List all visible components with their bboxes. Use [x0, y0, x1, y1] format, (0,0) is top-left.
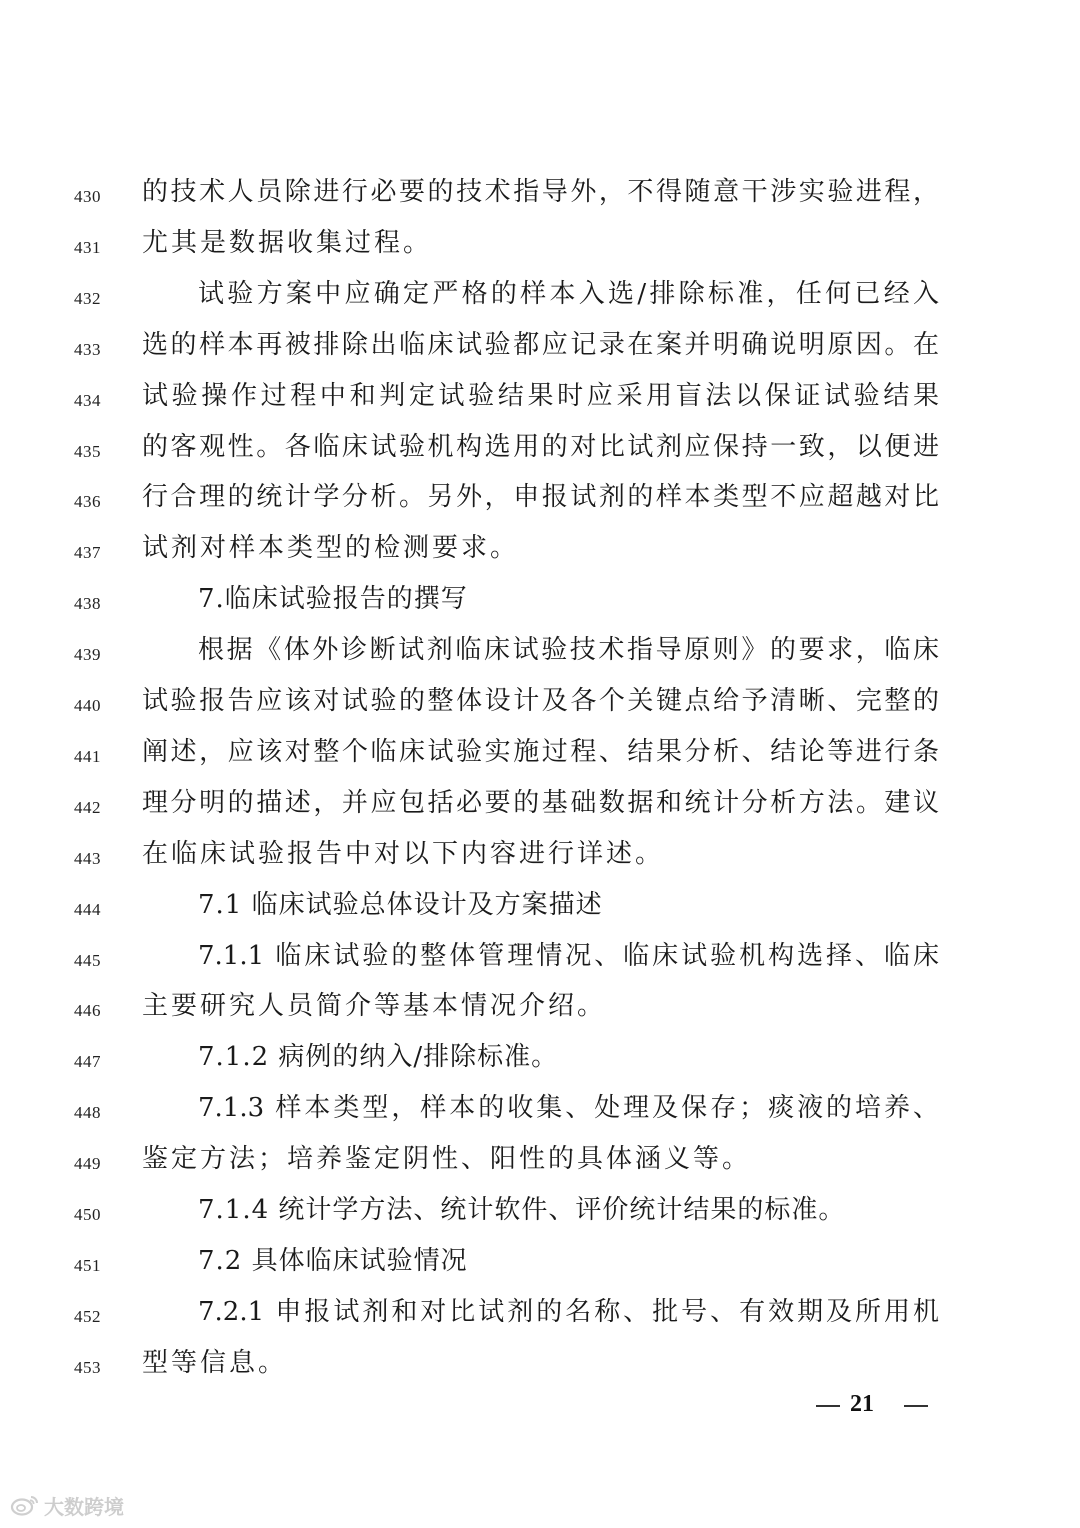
line-number: 442: [74, 797, 101, 817]
line-text: 型等信息。: [142, 1347, 288, 1378]
text-line: [0, 325, 1080, 365]
watermark: [10, 1490, 124, 1520]
text-line: [0, 1343, 1080, 1383]
text-line: [0, 1292, 1080, 1332]
line-number: 451: [74, 1255, 101, 1275]
line-number: 431: [74, 237, 101, 257]
line-number: 430: [74, 187, 101, 206]
line-text: 阐述，应该对整个临床试验实施过程、结果分析、结论等进行条: [142, 736, 939, 767]
line-number: 450: [74, 1205, 101, 1224]
text-line: [0, 274, 1080, 314]
line-text: 试剂对样本类型的检测要求。: [142, 533, 520, 564]
line-text: 鉴定方法；培养鉴定阴性、阳性的具体涵义等。: [142, 1144, 752, 1175]
line-number: 433: [74, 339, 101, 359]
line-number: 436: [74, 492, 101, 512]
text-line: [0, 834, 1080, 874]
text-line: [0, 630, 1080, 670]
line-text: 7.1.1 临床试验的整体管理情况、临床试验机构选择、临床: [198, 940, 939, 971]
footer-dash-left: [816, 1405, 840, 1407]
line-text: 尤其是数据收集过程。: [142, 227, 433, 258]
text-line: [0, 1139, 1080, 1179]
text-line: [0, 477, 1080, 517]
line-number: 441: [74, 746, 101, 766]
line-number: 432: [74, 288, 101, 308]
text-line: [0, 986, 1080, 1026]
text-line: [0, 376, 1080, 416]
line-number: 449: [74, 1154, 101, 1174]
line-text: 的客观性。各临床试验机构选用的对比试剂应保持一致，以便进: [142, 431, 939, 462]
line-text: 7.1.2 病例的纳入/排除标准。: [198, 1042, 559, 1073]
footer-dash-right: [904, 1405, 928, 1407]
text-line: [0, 223, 1080, 263]
text-line: [0, 885, 1080, 925]
text-line: [0, 681, 1080, 721]
line-text: 行合理的统计学分析。另外，申报试剂的样本类型不应超越对比: [142, 482, 939, 513]
line-text: 7.2.1 申报试剂和对比试剂的名称、批号、有效期及所用机: [198, 1296, 939, 1327]
line-text: 7.1.4 统计学方法、统计软件、评价统计结果的标准。: [198, 1195, 846, 1225]
line-number: 453: [74, 1357, 101, 1377]
line-text: 7.1 临床试验总体设计及方案描述: [198, 889, 603, 920]
text-line: [0, 528, 1080, 568]
line-text: 的技术人员除进行必要的技术指导外，不得随意干涉实验进程，: [142, 177, 939, 207]
line-number: 434: [74, 390, 101, 410]
text-line: [0, 783, 1080, 823]
weibo-logo-icon: [10, 1493, 40, 1517]
text-line: [0, 732, 1080, 772]
line-text: 主要研究人员简介等基本情况介绍。: [142, 991, 607, 1022]
watermark-text: 大数跨境: [44, 1494, 124, 1519]
line-number: 435: [74, 441, 101, 461]
line-text: 根据《体外诊断试剂临床试验技术指导原则》的要求，临床: [198, 635, 939, 666]
line-number: 448: [74, 1103, 101, 1123]
line-text: 7.临床试验报告的撰写: [198, 584, 468, 615]
line-number: 444: [74, 899, 101, 919]
page-footer: [812, 1388, 922, 1422]
text-line: [0, 1037, 1080, 1077]
line-number: 438: [74, 594, 101, 614]
line-number: 439: [74, 645, 101, 665]
line-text: 理分明的描述，并应包括必要的基础数据和统计分析方法。建议: [142, 787, 939, 818]
line-number: 447: [74, 1052, 101, 1072]
text-line: [0, 427, 1080, 467]
line-number: 446: [74, 1001, 101, 1021]
line-number: 440: [74, 696, 101, 715]
line-text: 试验操作过程中和判定试验结果时应采用盲法以保证试验结果: [142, 380, 939, 411]
line-text: 试验方案中应确定严格的样本入选/排除标准，任何已经入: [198, 278, 939, 309]
text-line: [0, 172, 1080, 212]
line-text: 在临床试验报告中对以下内容进行详述。: [142, 838, 665, 869]
line-number: 443: [74, 848, 101, 868]
line-text: 选的样本再被排除出临床试验都应记录在案并明确说明原因。在: [142, 329, 939, 360]
text-line: [0, 579, 1080, 619]
line-number: 445: [74, 950, 101, 970]
line-text: 7.1.3 样本类型，样本的收集、处理及保存；痰液的培养、: [198, 1093, 939, 1124]
line-text: 试验报告应该对试验的整体设计及各个关键点给予清晰、完整的: [142, 686, 939, 716]
line-number: 437: [74, 543, 101, 563]
text-line: [0, 1190, 1080, 1230]
line-text: 7.2 具体临床试验情况: [198, 1245, 468, 1276]
page-number: 21: [850, 1391, 874, 1417]
text-line: [0, 936, 1080, 976]
text-line: [0, 1088, 1080, 1128]
line-number: 452: [74, 1306, 101, 1326]
text-line: [0, 1241, 1080, 1281]
